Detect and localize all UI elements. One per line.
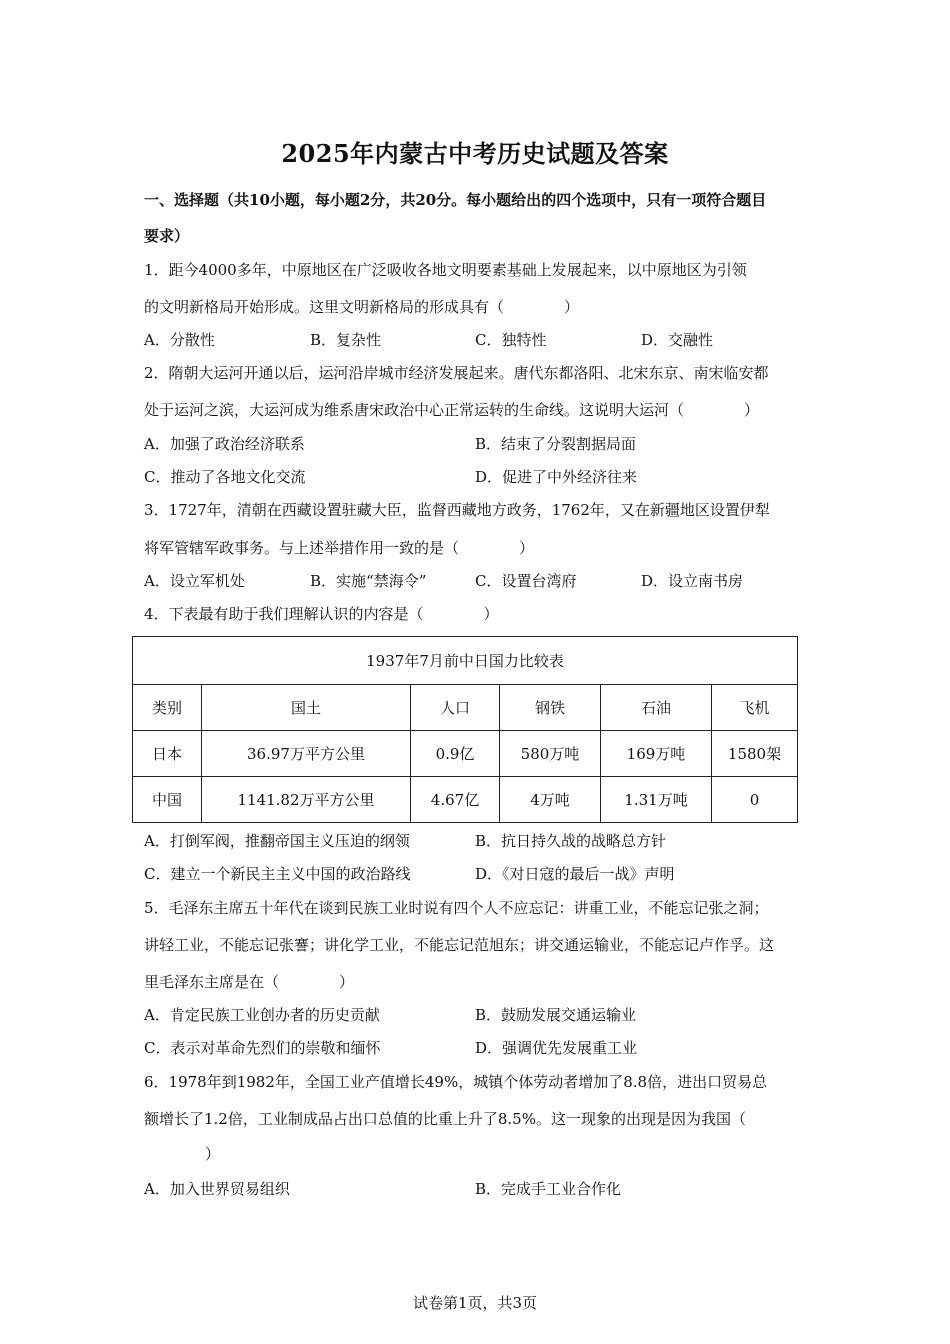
option-b: B．抗日持久战的战略总方针 xyxy=(475,832,667,850)
table-header-cell: 人口 xyxy=(411,685,500,731)
option-b: B．鼓励发展交通运输业 xyxy=(475,1006,637,1024)
option-b: B．实施“禁海令” xyxy=(310,572,427,590)
question-5-text: 讲轻工业，不能忘记张謇；讲化学工业，不能忘记范旭东；讲交通运输业，不能忘记卢作孚。这 xyxy=(144,936,775,954)
table-cell: 1580架 xyxy=(712,731,798,777)
table-cell: 4.67亿 xyxy=(411,777,500,823)
national-strength-table xyxy=(132,636,798,823)
page-footer: 试卷第1页，共3页 xyxy=(412,1294,538,1312)
table-cell: 1141.82万平方公里 xyxy=(202,777,411,823)
question-2-text: 处于运河之滨，大运河成为维系唐宋政治中心正常运转的生命线。这说明大运河（ ） xyxy=(144,401,760,419)
table-cell: 0 xyxy=(712,777,798,823)
table-cell: 4万吨 xyxy=(500,777,601,823)
option-c: C．独特性 xyxy=(475,331,547,349)
table-header-cell: 国土 xyxy=(202,685,411,731)
question-5-text: 里毛泽东主席是在（ ） xyxy=(144,973,355,991)
option-c: C．建立一个新民主主义中国的政治路线 xyxy=(144,865,411,883)
table-row xyxy=(133,777,798,823)
page-title: 2025年内蒙古中考历史试题及答案 xyxy=(281,139,669,168)
option-a: A．设立军机处 xyxy=(144,572,245,590)
question-2-text: 2．隋朝大运河开通以后，运河沿岸城市经济发展起来。唐代东都洛阳、北宋东京、南宋临安都 xyxy=(144,364,769,382)
table-header-cell: 飞机 xyxy=(712,685,798,731)
table-caption: 1937年7月前中日国力比较表 xyxy=(133,637,798,685)
option-a: A．分散性 xyxy=(144,331,215,349)
option-b: B．完成手工业合作化 xyxy=(475,1180,622,1198)
section-header xyxy=(144,182,814,254)
option-a: A．肯定民族工业创办者的历史贡献 xyxy=(144,1006,380,1024)
option-c: C．推动了各地文化交流 xyxy=(144,468,306,486)
option-b: B．结束了分裂割据局面 xyxy=(475,435,637,453)
question-3-text: 3．1727年，清朝在西藏设置驻藏大臣，监督西藏地方政务，1762年，又在新疆地区设置伊犁 xyxy=(144,501,770,519)
option-c: C．表示对革命先烈们的崇敬和缅怀 xyxy=(144,1039,381,1057)
table-header-row xyxy=(133,685,798,731)
question-4-text: 4．下表最有助于我们理解认识的内容是（ ） xyxy=(144,605,499,623)
option-d: D．强调优先发展重工业 xyxy=(475,1039,638,1057)
option-d: D．促进了中外经济往来 xyxy=(475,468,638,486)
question-5-text: 5．毛泽东主席五十年代在谈到民族工业时说有四个人不应忘记：讲重工业，不能忘记张之洞； xyxy=(144,899,769,917)
question-6-text: 6．1978年到1982年，全国工业产值增长49%，城镇个体劳动者增加了8.8倍，进出口贸易总 xyxy=(144,1073,768,1091)
table-row xyxy=(133,731,798,777)
option-a: A．加入世界贸易组织 xyxy=(144,1180,290,1198)
section-header-line: 要求） xyxy=(144,227,190,245)
question-6-text: ） xyxy=(160,1145,221,1163)
table-cell: 580万吨 xyxy=(500,731,601,777)
option-d: D．设立南书房 xyxy=(641,572,744,590)
table-caption-row xyxy=(133,637,798,685)
option-d: D．《对日寇的最后一战》声明 xyxy=(475,865,675,883)
table-cell: 0.9亿 xyxy=(411,731,500,777)
table-header-cell: 石油 xyxy=(601,685,712,731)
table-cell: 日本 xyxy=(133,731,202,777)
option-d: D．交融性 xyxy=(641,331,714,349)
option-a: A．加强了政治经济联系 xyxy=(144,435,305,453)
table-cell: 36.97万平方公里 xyxy=(202,731,411,777)
question-1-text: 1．距今4000多年，中原地区在广泛吸收各地文明要素基础上发展起来，以中原地区为引领 xyxy=(144,261,747,279)
table-cell: 169万吨 xyxy=(601,731,712,777)
section-header-line: 一、选择题（共10小题，每小题2分，共20分。每小题给出的四个选项中，只有一项符合题目 xyxy=(144,191,767,209)
question-3-text: 将军管辖军政事务。与上述举措作用一致的是（ ） xyxy=(144,539,535,557)
option-a: A．打倒军阀，推翻帝国主义压迫的纲领 xyxy=(144,832,410,850)
table-cell: 中国 xyxy=(133,777,202,823)
table-cell: 1.31万吨 xyxy=(601,777,712,823)
table-header-cell: 类别 xyxy=(133,685,202,731)
table-header-cell: 钢铁 xyxy=(500,685,601,731)
question-1-text: 的文明新格局开始形成。这里文明新格局的形成具有（ ） xyxy=(144,298,580,316)
option-c: C．设置台湾府 xyxy=(475,572,577,590)
option-b: B．复杂性 xyxy=(310,331,382,349)
question-6-text: 额增长了1.2倍，工业制成品占出口总值的比重上升了8.5%。这一现象的出现是因为我国（ xyxy=(144,1110,746,1128)
